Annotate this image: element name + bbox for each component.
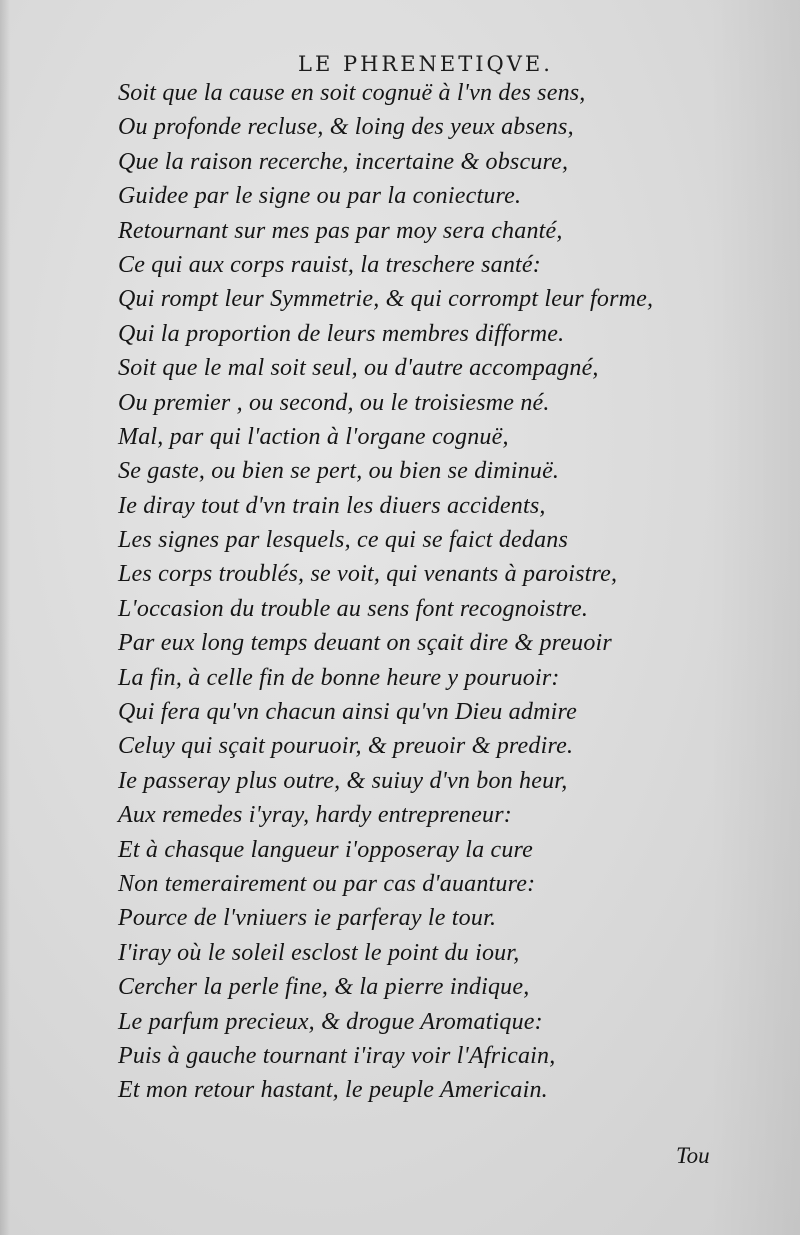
verse-line: Ou profonde recluse, & loing des yeux absens,: [118, 114, 574, 141]
verse-line: Celuy qui sçait pouruoir, & preuoir & predire.: [118, 733, 574, 760]
verse-line: Mal, par qui l'action à l'organe cognuë,: [118, 423, 509, 450]
verse-line: L'occasion du trouble au sens font recognoistre.: [118, 595, 589, 622]
verse-line: Ie diray tout d'vn train les diuers accidents,: [118, 492, 546, 519]
verse-line: Ou premier , ou second, ou le troisiesme né.: [118, 389, 550, 416]
verse-line: La fin, à celle fin de bonne heure y pouruoir:: [118, 664, 560, 691]
verse-line: Le parfum precieux, & drogue Aromatique:: [118, 1008, 543, 1035]
verse-line: Retournant sur mes pas par moy sera chanté,: [118, 217, 563, 244]
verse-line: I'iray où le soleil esclost le point du iour,: [118, 939, 520, 966]
verse-line: Soit que la cause en soit cognuë à l'vn des sens,: [118, 80, 586, 106]
verse-line: Se gaste, ou bien se pert, ou bien se diminuë.: [118, 458, 560, 485]
verse-line: Ce qui aux corps rauist, la treschere santé:: [118, 251, 541, 278]
verse-line: Les corps troublés, se voit, qui venants à paroistre,: [118, 561, 618, 588]
running-head: LE PHRENETIQVE.: [298, 52, 553, 76]
verse-line: Pource de l'vniuers ie parferay le tour.: [118, 905, 497, 932]
verse-line: Qui fera qu'vn chacun ainsi qu'vn Dieu admire: [118, 699, 577, 726]
verse-line: Aux remedes i'yray, hardy entrepreneur:: [118, 802, 512, 829]
verse-line: Et mon retour hastant, le peuple Americain.: [118, 1077, 548, 1104]
page-edge-shadow: [0, 0, 10, 1235]
verse-line: Puis à gauche tournant i'iray voir l'Africain,: [118, 1042, 556, 1069]
verse-line: Non temerairement ou par cas d'auanture:: [118, 870, 536, 897]
catchword: Tou: [676, 1143, 710, 1168]
verse-line: Que la raison recerche, incertaine & obscure,: [118, 148, 569, 175]
verse-line: Cercher la perle fine, & la pierre indique,: [118, 974, 530, 1001]
verse-line: Les signes par lesquels, ce qui se faict dedans: [118, 527, 569, 554]
verse-line: Qui rompt leur Symmetrie, & qui corrompt leur forme,: [118, 286, 654, 313]
facing-page-bleed: [710, 0, 800, 1235]
verse-line: Et à chasque langueur i'opposeray la cure: [118, 836, 534, 863]
verse-line: Soit que le mal soit seul, ou d'autre accompagné,: [118, 355, 599, 382]
verse-line: Guidee par le signe ou par la coniecture.: [118, 183, 522, 210]
verse-line: Ie passeray plus outre, & suiuy d'vn bon heur,: [118, 767, 568, 794]
verse-block: [118, 76, 653, 1108]
verse-line: Par eux long temps deuant on sçait dire & preuoir: [118, 630, 612, 657]
verse-line: Qui la proportion de leurs membres difforme.: [118, 320, 565, 347]
